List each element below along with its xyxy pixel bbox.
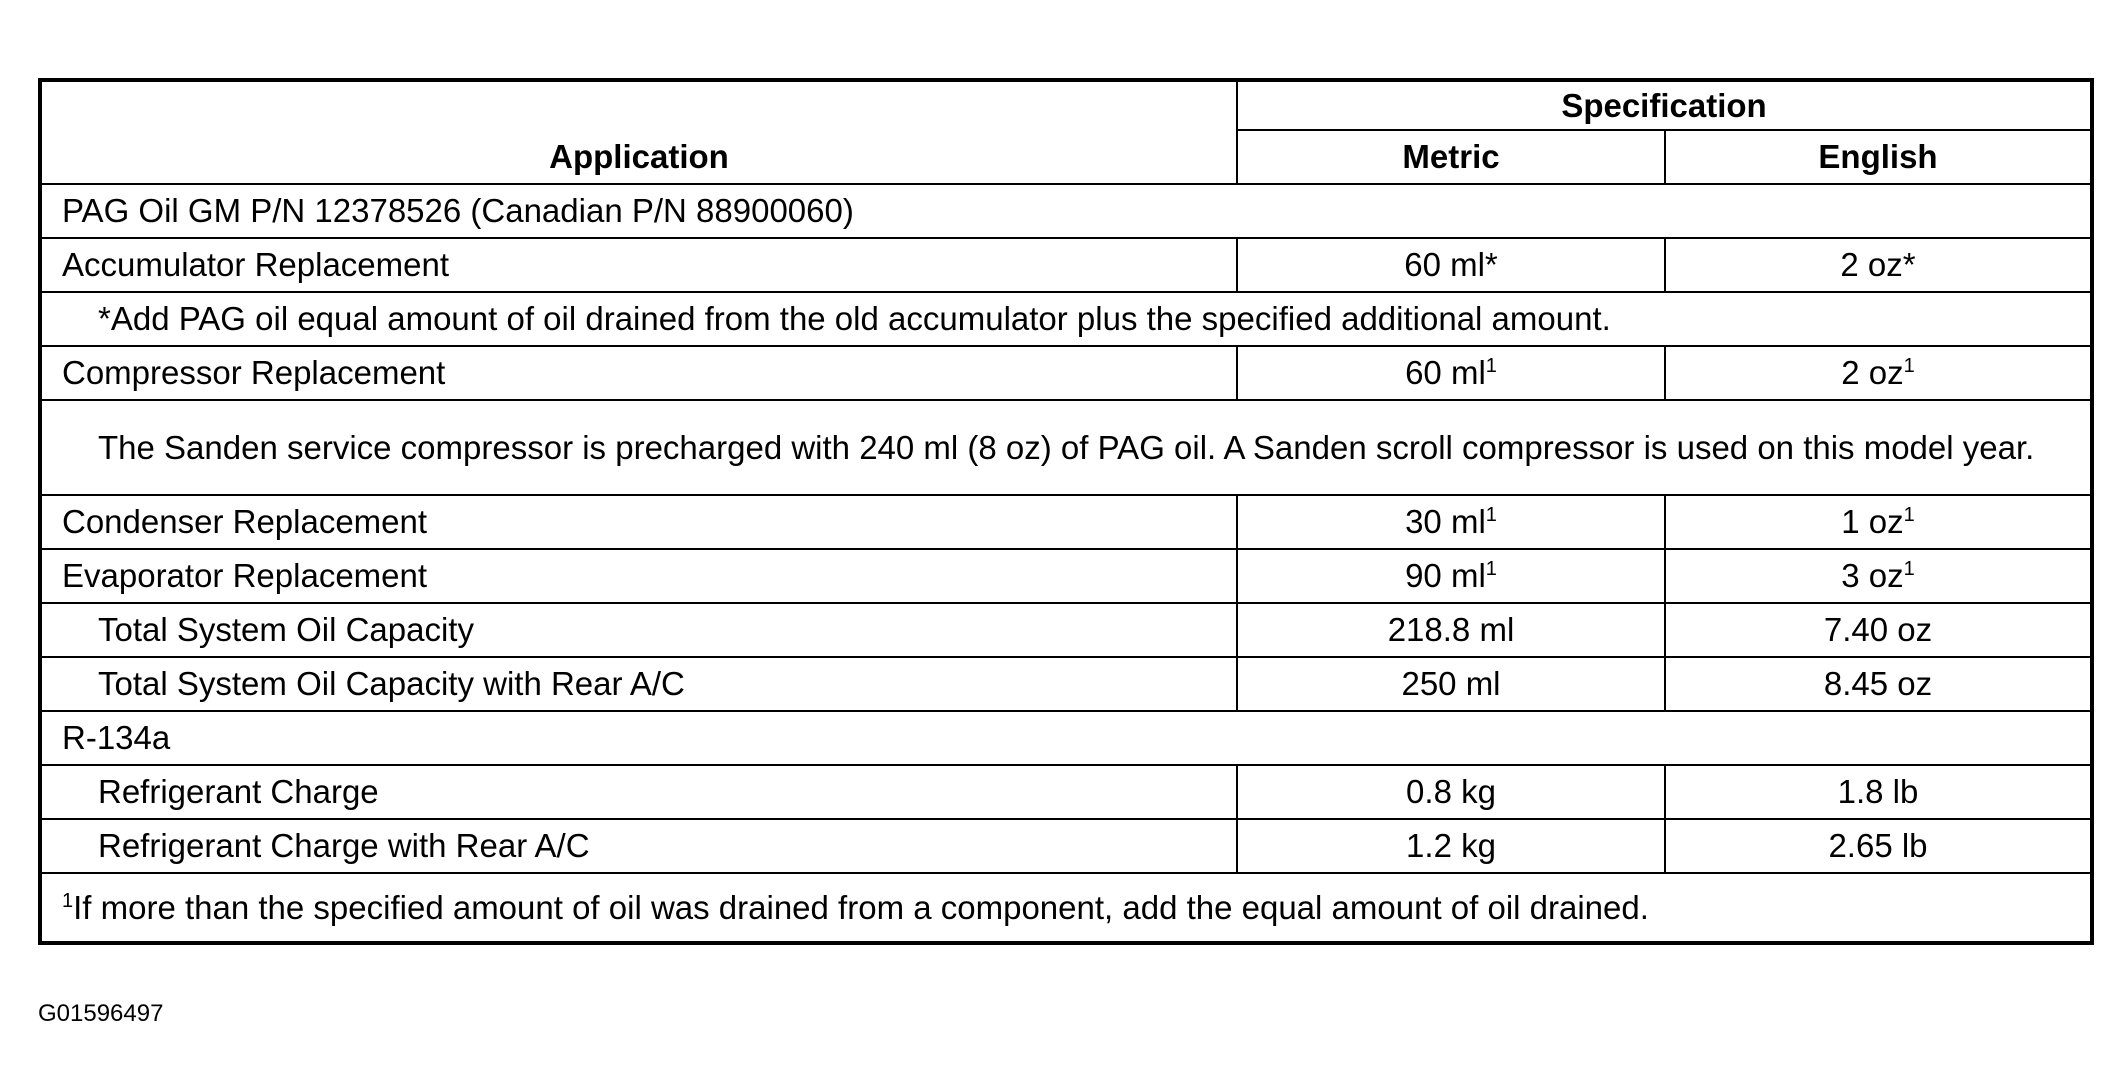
specification-table — [38, 78, 2094, 945]
header-english: English — [1665, 130, 2092, 184]
english-value: 2.65 lb — [1665, 819, 2092, 873]
table-row-accumulator — [40, 238, 2092, 292]
metric-value: 60 $ml^1$ — [1237, 346, 1665, 400]
footnote — [40, 873, 2092, 943]
footnote-ref: 1 — [1485, 355, 1497, 378]
metric-value: 0.8 kg — [1237, 765, 1665, 819]
note-text: The Sanden service compressor is precharged with 240 ml (8 oz) of PAG oil. A Sanden scroll compressor is used on this model year. — [40, 400, 2092, 495]
english-value: 1.8 lb — [1665, 765, 2092, 819]
table-row-refrigerant-charge — [40, 765, 2092, 819]
note-row-accumulator — [40, 292, 2092, 346]
table-row-refrigerant-charge-rear-ac — [40, 819, 2092, 873]
metric-value: 1.2 kg — [1237, 819, 1665, 873]
metric-value: 60 ml* — [1237, 238, 1665, 292]
footnote-row — [40, 873, 2092, 943]
section-label: PAG Oil GM P/N 12378526 (Canadian P/N 88900060) — [40, 184, 2092, 238]
row-label: Total System Oil Capacity with Rear A/C — [40, 657, 1237, 711]
header-application: Application — [40, 80, 1237, 184]
figure-id: G01596497 — [38, 1000, 164, 1027]
section-row-pag-oil — [40, 184, 2092, 238]
table-row-compressor — [40, 346, 2092, 400]
footnote-ref: 1 — [1485, 558, 1497, 581]
header-row-top — [40, 80, 2092, 130]
section-label: R-134a — [40, 711, 2092, 765]
english-value: 2 $oz^1$ — [1665, 346, 2092, 400]
note-text: *Add PAG oil equal amount of oil drained from the old accumulator plus the specified additional amount. — [40, 292, 2092, 346]
footnote-text: If more than the specified amount of oil was drained from a component, add the equal amount of oil drained. — [73, 888, 1649, 926]
english-value: 3 $oz^1$ — [1665, 549, 2092, 603]
metric-value: 90 $ml^1$ — [1237, 549, 1665, 603]
footnote-ref: 1 — [1903, 558, 1915, 581]
row-label: Accumulator Replacement — [40, 238, 1237, 292]
row-label: Refrigerant Charge with Rear A/C — [40, 819, 1237, 873]
table-row-total-oil-capacity — [40, 603, 2092, 657]
section-row-refrigerant — [40, 711, 2092, 765]
footnote-ref: 1 — [1903, 355, 1915, 378]
metric-value: 218.8 ml — [1237, 603, 1665, 657]
header-specification: Specification — [1237, 80, 2092, 130]
footnote-ref: 1 — [1485, 504, 1497, 527]
row-label: Condenser Replacement — [40, 495, 1237, 549]
table-row-evaporator — [40, 549, 2092, 603]
row-label: Total System Oil Capacity — [40, 603, 1237, 657]
note-row-compressor — [40, 400, 2092, 495]
row-label: Refrigerant Charge — [40, 765, 1237, 819]
english-value: 1 $oz^1$ — [1665, 495, 2092, 549]
metric-value: 30 $ml^1$ — [1237, 495, 1665, 549]
row-label: Evaporator Replacement — [40, 549, 1237, 603]
metric-value: 250 ml — [1237, 657, 1665, 711]
row-label: Compressor Replacement — [40, 346, 1237, 400]
footnote-ref: 1 — [1903, 504, 1915, 527]
header-metric: Metric — [1237, 130, 1665, 184]
english-value: 8.45 oz — [1665, 657, 2092, 711]
english-value: 7.40 oz — [1665, 603, 2092, 657]
table-row-condenser — [40, 495, 2092, 549]
footnote-marker: 1 — [62, 889, 74, 912]
english-value: 2 oz* — [1665, 238, 2092, 292]
table-row-total-oil-capacity-rear-ac — [40, 657, 2092, 711]
